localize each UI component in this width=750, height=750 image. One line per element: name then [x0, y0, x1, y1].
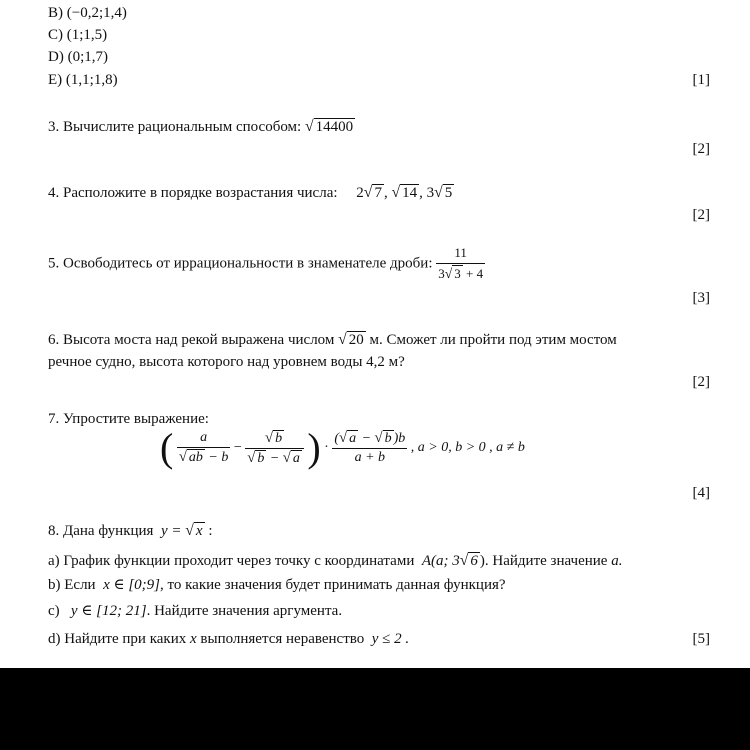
den-radicand: 3 [454, 266, 461, 281]
question-8-a-var: a. [611, 553, 623, 569]
option-b: B) (−0,2;1,4) [48, 5, 127, 21]
question-8-c-tail: . Найдите значения аргумента. [146, 603, 343, 619]
option-d: D) (0;1,7) [48, 49, 108, 65]
mark-q6: [2] [692, 374, 710, 390]
question-7: 7. Упростите выражение: [48, 411, 209, 427]
question-8-b-tail: , то какие значения будет принимать данная функция? [160, 577, 506, 593]
question-5-text: 5. Освободитесь от иррациональности в знаменателе дроби: [48, 255, 433, 272]
set-x: x ∈ [0;9] [103, 577, 161, 593]
number-1-coef: 2 [356, 185, 364, 201]
option-c: C) (1;1,5) [48, 27, 108, 43]
den-rest: + 4 [462, 266, 484, 281]
expression-q7: ( $\frac{a}{√ ab - b}$ − $\frac{√ b}{√ b - √ a}$ ) · $\frac{(√ a - √ b )b}{a + b}$ , a > 0, b > 0 , a ≠ b [160, 425, 525, 470]
fraction-b: $\frac{√ b}{√ b - √ a}$ [245, 430, 304, 467]
question-6-line-1 [48, 331, 617, 349]
fraction-q5-numerator: 11 [454, 245, 467, 260]
question-8-b-text: b) Если [48, 577, 96, 593]
bottom-black-bar [0, 668, 750, 750]
question-8-a-tail: ). Найдите значение [479, 553, 608, 569]
conditions-q7: , a > 0, b > 0 , a ≠ b [410, 440, 525, 455]
number-2-radicand: 14 [402, 185, 418, 201]
question-6-line-2: речное судно, высота которого над уровнем воды 4,2 м? [48, 354, 405, 370]
mark-q7: [4] [692, 485, 710, 501]
fraction-c: $\frac{(√ a - √ b )b}{a + b}$ [334, 430, 406, 465]
question-8-a [48, 552, 622, 570]
question-8-d [48, 630, 409, 648]
fraction-q5-denominator: 3√ 3 + 4 [436, 263, 485, 283]
question-8-text: 8. Дана функция [48, 523, 154, 539]
number-3-radicand: 5 [444, 185, 453, 201]
number-3: 3√ 5 [426, 184, 453, 201]
question-8-d-text: d) Найдите при каких [48, 631, 187, 647]
mark-q2: [1] [692, 72, 710, 88]
fraction-a: $\frac{a}{√ ab - b}$ [178, 430, 229, 465]
question-4: 4. Расположите в порядке возрастания числа: 2√ 7 , √ 14 , 3√ 5 [48, 184, 453, 201]
number-1-radicand: 7 [374, 185, 382, 201]
question-8-a-text: a) График функции проходит через точку с координатами [48, 553, 415, 569]
inequality: y ≤ 2 . [371, 631, 410, 647]
question-4-text: 4. Расположите в порядке возрастания числа: [48, 185, 338, 201]
question-8-d-tail: выполняется неравенство [200, 631, 365, 647]
sqrt-20: √ 20 [338, 331, 364, 348]
right-paren: ) [307, 425, 321, 470]
sqrt-14400: √ 14400 [304, 118, 354, 135]
question-3 [48, 118, 355, 136]
point-a-coords: A(a; 3 [421, 553, 460, 569]
function-y-lhs: y = [160, 523, 186, 539]
question-8: 8. Дана функция y = √ x : [48, 522, 213, 539]
point-a: A(a; 3√ 6 [421, 552, 478, 569]
question-8-c [48, 602, 342, 620]
question-8-d-var: x [189, 631, 197, 647]
question-3-text: 3. Вычислите рациональным способом: [48, 119, 302, 135]
mark-q5: [3] [692, 290, 710, 306]
set-y: y ∈ [12; 21] [70, 603, 147, 619]
sqrt-14400-radicand: 14400 [315, 119, 354, 135]
mark-q4: [2] [692, 207, 710, 223]
sqrt-20-radicand: 20 [348, 332, 364, 348]
function-y: y = √ x [160, 522, 203, 539]
question-8-c-text: c) [48, 603, 60, 619]
mark-q3: [2] [692, 141, 710, 157]
number-3-coef: 3 [426, 185, 435, 201]
function-y-radicand: x [195, 523, 203, 539]
question-8-b [48, 576, 506, 594]
question-6-text-b: м. Сможет ли пройти под этим мостом [369, 332, 617, 348]
option-e: E) (1,1;1,8) [48, 72, 118, 88]
den-coef: 3 [438, 266, 445, 281]
number-1: 2√ 7 [356, 184, 382, 201]
left-paren: ( [160, 425, 174, 470]
fraction-q5 [436, 244, 485, 283]
number-2: √ 14 [391, 184, 418, 201]
mark-q8: [5] [692, 631, 710, 647]
point-a-radicand: 6 [470, 553, 478, 569]
question-5 [48, 244, 485, 283]
question-6-text-a: 6. Высота моста над рекой выражена числом [48, 332, 335, 348]
